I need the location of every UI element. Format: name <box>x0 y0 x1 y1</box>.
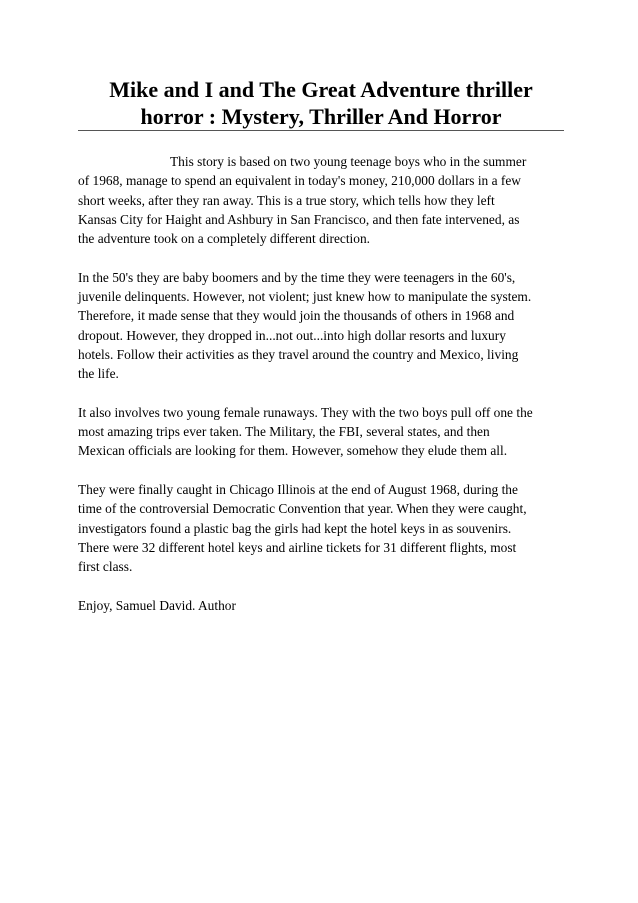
title-line: Mike and I and The Great Adventure thriller <box>109 77 533 102</box>
paragraph-caught <box>78 480 564 576</box>
paragraph-runaways <box>78 403 564 461</box>
paragraph-line: of 1968, manage to spend an equivalent in today's money, 210,000 dollars in a few <box>78 173 521 189</box>
paragraph-line: In the 50's they are baby boomers and by the time they were teenagers in the 60's, <box>78 269 516 285</box>
paragraph-line: time of the controversial Democratic Convention that year. When they were caught, <box>78 501 527 517</box>
paragraph-line: It also involves two young female runaways. They with the two boys pull off one the <box>78 404 533 420</box>
paragraph-line: Mexican officials are looking for them. However, somehow they elude them all. <box>78 443 508 459</box>
paragraph-line: They were finally caught in Chicago Illinois at the end of August 1968, during the <box>78 482 518 498</box>
paragraph-line: Kansas City for Haight and Ashbury in San Francisco, and then fate intervened, as <box>78 211 520 227</box>
paragraph-line: most amazing trips ever taken. The Military, the FBI, several states, and then <box>78 424 490 440</box>
paragraph-line: Therefore, it made sense that they would join the thousands of others in 1968 and <box>78 308 515 324</box>
title-divider <box>78 130 564 131</box>
title-line: horror : Mystery, Thriller And Horror <box>140 104 502 129</box>
paragraph-line: short weeks, after they ran away. This is a true story, which tells how they left <box>78 192 495 208</box>
document-body <box>78 152 564 634</box>
paragraph-background <box>78 268 564 384</box>
paragraph-line: juvenile delinquents. However, not violent; just knew how to manipulate the system. <box>78 289 532 305</box>
paragraph-line: There were 32 different hotel keys and airline tickets for 31 different flights, most <box>78 539 517 555</box>
paragraph-line: the life. <box>78 366 119 382</box>
paragraph-line: This story is based on two young teenage boys who in the summer <box>170 154 527 169</box>
paragraph-line: the adventure took on a completely different direction. <box>78 231 371 247</box>
paragraph-signoff <box>78 596 564 615</box>
paragraph-line: investigators found a plastic bag the girls had kept the hotel keys in as souvenirs. <box>78 520 512 536</box>
paragraph-line: first class. <box>78 559 133 575</box>
author-signoff: Enjoy, Samuel David. Author <box>78 597 236 613</box>
paragraph-line: hotels. Follow their activities as they travel around the country and Mexico, living <box>78 346 519 362</box>
paragraph-line: dropout. However, they dropped in...not out...into high dollar resorts and luxury <box>78 327 506 343</box>
document-title <box>78 76 564 130</box>
paragraph-intro <box>78 152 564 248</box>
